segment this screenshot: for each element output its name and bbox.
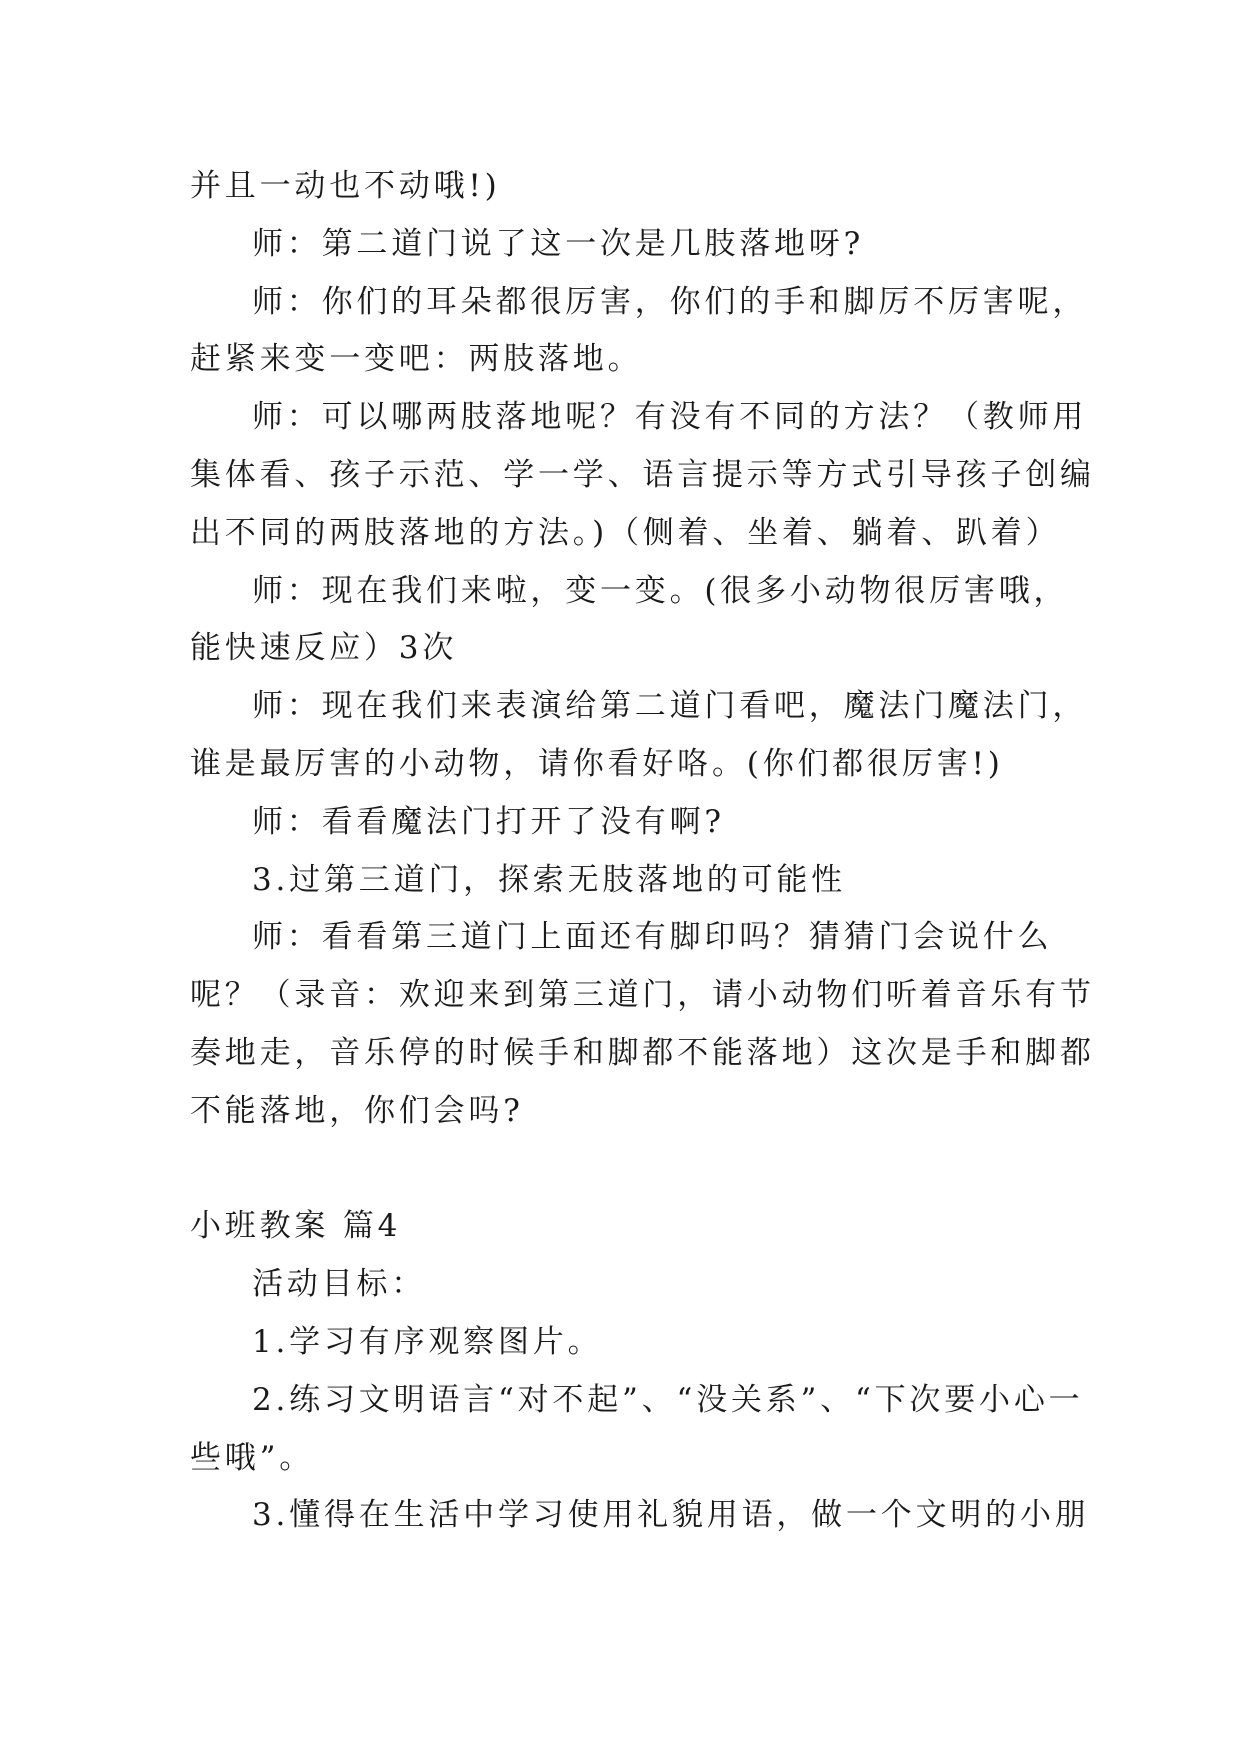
document-body [190, 158, 1095, 1545]
text-line: 师：看看第三道门上面还有脚印吗？猜猜门会说什么 [252, 919, 1053, 956]
section-title: 小班教案 篇4 [190, 1208, 402, 1245]
section-gap [190, 1141, 1050, 1199]
text-line: 些哦”。 [190, 1439, 315, 1476]
text-line: 能快速反应）3次 [190, 630, 458, 667]
text-line: 师：可以哪两肢落地呢？有没有不同的方法？（教师用 [252, 399, 1088, 436]
text-line: 师：你们的耳朵都很厉害，你们的手和脚厉不厉害呢， [252, 283, 1088, 320]
text-line: 师：现在我们来啦，变一变。(很多小动物很厉害哦， [252, 572, 1069, 609]
text-line: 1.学习有序观察图片。 [252, 1323, 603, 1360]
text-line: 集体看、孩子示范、学一学、语言提示等方式引导孩子创编 [190, 456, 1095, 493]
text-line: 3.过第三道门，探索无肢落地的可能性 [252, 861, 846, 898]
text-line: 3.懂得在生活中学习使用礼貌用语，做一个文明的小朋 [252, 1497, 1090, 1534]
text-line: 呢？（录音：欢迎来到第三道门，请小动物们听着音乐有节 [190, 977, 1095, 1014]
text-line: 谁是最厉害的小动物，请你看好咯。(你们都很厉害!) [190, 745, 1004, 782]
text-line: 赶紧来变一变吧：两肢落地。 [190, 341, 643, 378]
text-line: 奏地走，音乐停的时候手和脚都不能落地）这次是手和脚都 [190, 1034, 1095, 1071]
text-line: 师：现在我们来表演给第二道门看吧，魔法门魔法门， [252, 688, 1088, 725]
text-line: 活动目标： [252, 1266, 426, 1303]
text-line: 出不同的两肢落地的方法。)（侧着、坐着、躺着、趴着） [190, 514, 1061, 551]
text-line: 并且一动也不动哦!) [190, 168, 501, 204]
text-line: 2.练习文明语言“对不起”、“没关系”、“下次要小心一 [252, 1381, 1084, 1418]
text-line: 师：第二道门说了这一次是几肢落地呀? [252, 225, 865, 262]
text-line: 不能落地，你们会吗? [190, 1092, 524, 1129]
text-line: 师：看看魔法门打开了没有啊? [252, 803, 725, 840]
